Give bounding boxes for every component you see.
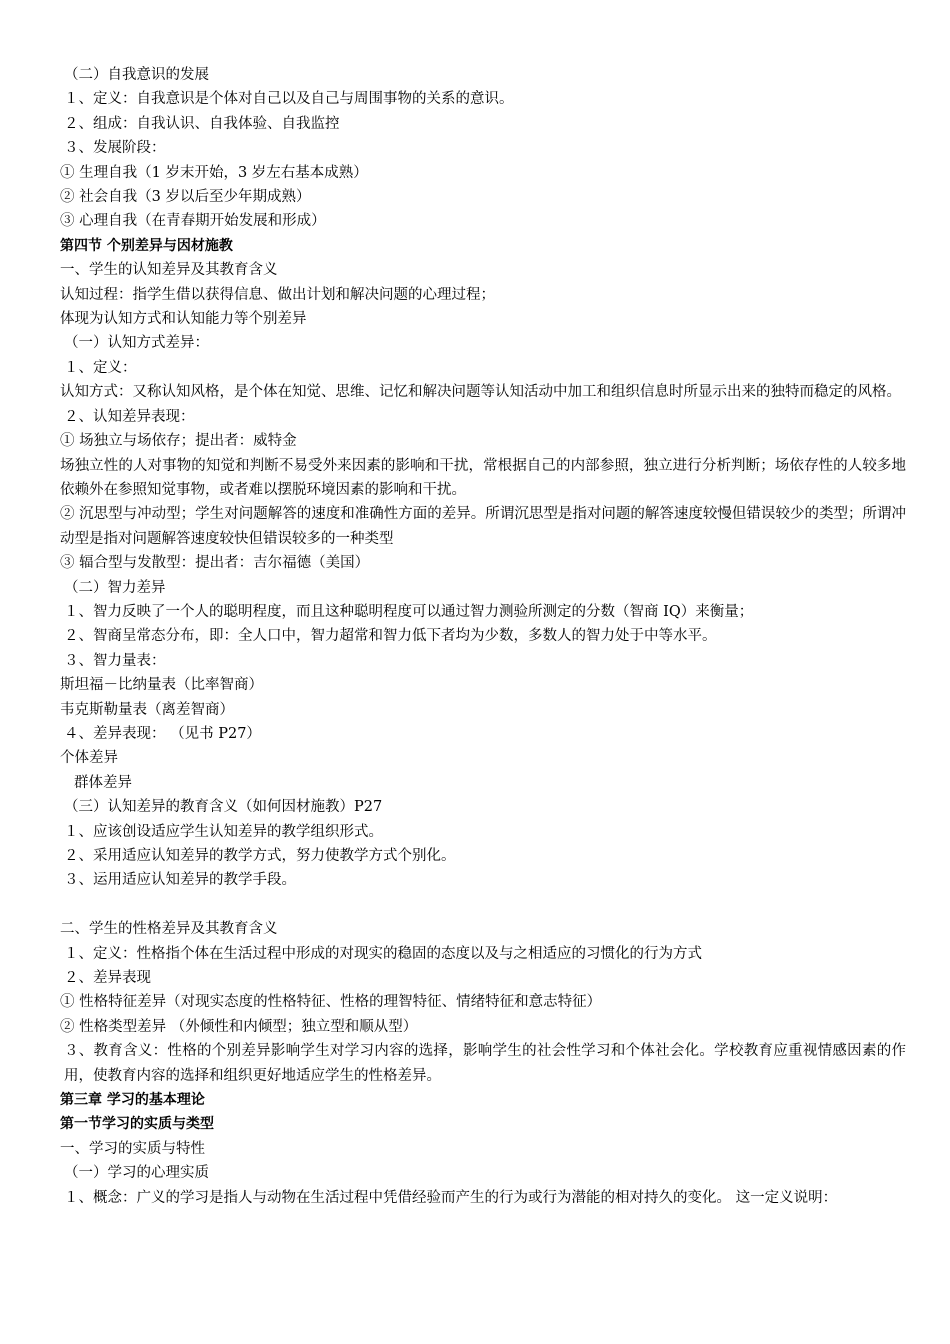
subsection-heading: 一、学习的实质与特性	[60, 1140, 205, 1157]
paragraph: １、概念：广义的学习是指人与动物在生活过程中凭借经验而产生的行为或行为潜能的相对持久的变化。 这一定义说明：	[64, 1189, 838, 1206]
text-line: ２、认知差异表现：	[64, 408, 195, 425]
section-title: 第四节 个别差异与因材施教	[60, 237, 233, 254]
subsection-heading: 二、学生的性格差异及其教育含义	[60, 921, 278, 938]
paragraph: 场独立性的人对事物的知觉和判断不易受外来因素的影响和干扰，常根据自己的内部参照，独立进行分析判断；场依存性的人较多地依赖外在参照知觉事物，或者难以摆脱环境因素的影响和干扰。	[60, 457, 906, 498]
text-line: 体现为认知方式和认知能力等个别差异	[60, 311, 307, 328]
list-item: ① 场独立与场依存；提出者：威特金	[60, 433, 297, 450]
section-heading: （三）认知差异的教育含义（如何因材施教）P27	[64, 799, 383, 816]
text-line: 个体差异	[60, 750, 118, 767]
text-line: 认知过程：指学生借以获得信息、做出计划和解决问题的心理过程；	[60, 286, 495, 303]
text-line: １、定义：	[64, 359, 137, 376]
text-line: ２、差异表现	[64, 970, 151, 987]
subsection-heading: 一、学生的认知差异及其教育含义	[60, 262, 278, 279]
text-line: １、定义：性格指个体在生活过程中形成的对现实的稳固的态度以及与之相适应的习惯化的行为方式	[64, 945, 702, 962]
list-item: ③ 辐合型与发散型：提出者：吉尔福德（美国）	[60, 555, 370, 572]
text-line: ３、发展阶段：	[64, 140, 166, 157]
text-line: 斯坦福－比纳量表（比率智商）	[60, 677, 263, 694]
section-heading: （一）认知方式差异：	[64, 335, 209, 352]
list-item: ① 生理自我（1 岁末开始，3 岁左右基本成熟）	[60, 164, 368, 181]
text-line: ３、运用适应认知差异的教学手段。	[64, 872, 296, 889]
list-item: ② 性格类型差异 （外倾性和内倾型；独立型和顺从型）	[60, 1018, 418, 1035]
paragraph: ３、教育含义：性格的个别差异影响学生对学习内容的选择，影响学生的社会性学习和个体社会化。学校教育应重视情感因素的作用，使教育内容的选择和组织更好地适应学生的性格差异。	[64, 1043, 906, 1084]
list-item: ③ 心理自我（在青春期开始发展和形成）	[60, 213, 326, 230]
paragraph: 认知方式：又称认知风格，是个体在知觉、思维、记忆和解决问题等认知活动中加工和组织信息时所显示出来的独特而稳定的风格。	[60, 384, 901, 401]
text-line: １、智力反映了一个人的聪明程度，而且这种聪明程度可以通过智力测验所测定的分数（智商 IQ）来衡量；	[64, 603, 754, 620]
text-line: ２、采用适应认知差异的教学方式，努力使教学方式个别化。	[64, 848, 456, 864]
text-line: ２、智商呈常态分布，即：全人口中，智力超常和智力低下者均为少数，多数人的智力处于中等水平。	[64, 628, 717, 645]
text-line: ４、差异表现： （见书 P27）	[64, 725, 261, 742]
text-line: ２、组成：自我认识、自我体验、自我监控	[64, 115, 340, 132]
text-line: 韦克斯勒量表（离差智商）	[60, 701, 234, 718]
blank-line	[60, 893, 906, 917]
section-heading: （一）学习的心理实质	[64, 1165, 209, 1182]
text-line: 群体差异	[74, 774, 132, 791]
text-line: ３、智力量表：	[64, 652, 166, 669]
section-title: 第一节学习的实质与类型	[60, 1116, 214, 1133]
text-line: １、应该创设适应学生认知差异的教学组织形式。	[64, 823, 383, 840]
text-line: １、定义：自我意识是个体对自己以及自己与周围事物的关系的意识。	[64, 91, 514, 108]
chapter-title: 第三章 学习的基本理论	[60, 1092, 205, 1109]
list-item: ① 性格特征差异（对现实态度的性格特征、性格的理智特征、情绪特征和意志特征）	[60, 994, 602, 1011]
section-heading: （二）智力差异	[64, 579, 166, 596]
list-item: ② 社会自我（3 岁以后至少年期成熟）	[60, 189, 311, 206]
paragraph: ② 沉思型与冲动型；学生对问题解答的速度和准确性方面的差异。所谓沉思型是指对问题的解答速度较慢但错误较少的类型；所谓冲动型是指对问题解答速度较快但错误较多的一种类型	[60, 506, 906, 547]
section-heading: （二）自我意识的发展	[64, 67, 209, 83]
